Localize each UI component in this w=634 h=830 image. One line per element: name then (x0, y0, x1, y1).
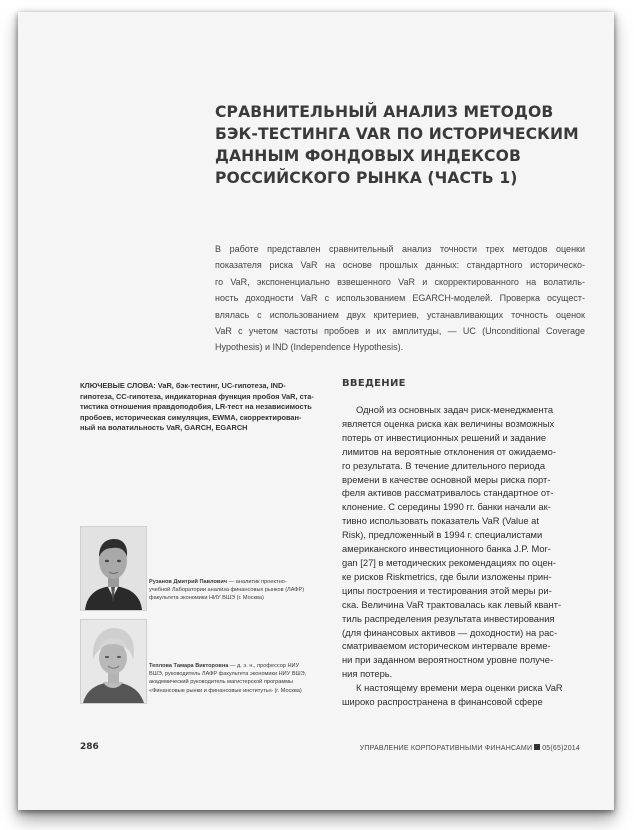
page-number: 286 (80, 742, 99, 752)
body-line: американского инвестиционного банка J.P. Mor- (342, 543, 551, 555)
title-line: РОССИЙСКОГО РЫНКА (ЧАСТЬ 1) (215, 169, 518, 187)
keywords-line: ный на волатильность VaR, GARCH, EGARCH (80, 423, 248, 433)
section-heading: ВВЕДЕНИЕ (342, 378, 406, 389)
title-line: СРАВНИТЕЛЬНЫЙ АНАЛИЗ МЕТОДОВ (215, 103, 554, 121)
body-line: ни при заданном вероятностном уровне получе- (342, 654, 554, 666)
abstract-line: показателя риска VaR на основе прошлых данных: стандартного историческо- (215, 260, 585, 271)
author-line (149, 578, 339, 586)
body-line: времени в качестве основной меры риска порт- (342, 473, 551, 485)
author-line: учебной Лаборатории анализа финансовых рынков (ЛАФР) (149, 587, 305, 594)
author-line: ВШЭ, руководитель ЛАФР факультета экономики НИУ ВШЭ, (149, 671, 307, 678)
body-line: Одной из основных задач риск-менеджмента (356, 404, 554, 415)
author-photo-teplova (80, 619, 147, 704)
body-line: потерь от инвестиционных решений и задание (342, 431, 547, 443)
body-line: является оценка риска как величины возможных (342, 417, 555, 429)
body-line: феля активов рассматривалось стандартное от- (342, 487, 554, 499)
issue-number: 05(65)2014 (542, 745, 580, 752)
author-line: факультета экономики НИУ ВШЭ (г. Москва) (149, 595, 264, 602)
keywords-line: КЛЮЧЕВЫЕ СЛОВА: VaR, бэк-тестинг, UC-гипотеза, IND- (80, 381, 286, 390)
abstract-line: В работе представлен сравнительный анализ точности трех методов оценки (215, 244, 585, 254)
title-line: БЭК-ТЕСТИНГА VAR ПО ИСТОРИЧЕСКИМ (215, 125, 579, 143)
body-line: лимитов на вероятные отклонения от ожидаемо- (342, 445, 556, 457)
body-line: ска. Величина VaR трактовалась как левый квант- (342, 598, 562, 610)
author-name: Рузанов Дмитрий Павлович (149, 579, 228, 585)
author-line: академический руководитель магистерской программы (149, 679, 294, 686)
journal-name: УПРАВЛЕНИЕ КОРПОРАТИВНЫМИ ФИНАНСАМИ (359, 745, 533, 752)
author-line (149, 662, 339, 670)
author-affiliation: — д. э. н., профессор НИУ (229, 663, 300, 669)
square-separator-icon (534, 744, 540, 750)
abstract-line: Hypothesis) и IND (Independence Hypothesis). (215, 342, 404, 353)
abstract (215, 241, 585, 356)
title-line: ДАННЫМ ФОНДОВЫХ ИНДЕКСОВ (215, 147, 521, 165)
body-line: тиль распределения результата инвестирования (342, 612, 555, 624)
author-line: «Финансовые рынки и финансовые институты» (г. Москва) (149, 687, 302, 694)
author-info-ruzanov (149, 578, 339, 603)
abstract-line: ность доходности VaR с использованием EGARCH-моделей. Проверка осущест- (215, 293, 585, 304)
body-line: (для финансовых активов — доходности) на рас- (342, 626, 558, 638)
body-line: широко распространена в финансовой сфере (342, 696, 543, 708)
keywords-line: тистика отношения правдоподобия, LR-тест на независимость (80, 402, 312, 412)
author-name: Теплова Тамара Викторовна (149, 663, 229, 669)
body-line: клонение. С середины 1990 гг. банки начали ак- (342, 501, 551, 513)
body-line: К настоящему времени мера оценки риска VaR (356, 682, 563, 694)
abstract-line: VaR с учетом частоты пробоев и их амплитуды, — UC (Unconditional Coverage (215, 326, 585, 337)
abstract-line: влялась с использованием двух критериев, устанавливающих точность оценок (215, 309, 585, 320)
body-line: го результата. В течение длительного периода (342, 459, 546, 471)
body-line: gan [27] в методических рекомендациях по оцен- (342, 556, 556, 568)
intro-body (342, 403, 588, 709)
body-line: Risk), предложенный в 1994 г. специалистами (342, 529, 543, 541)
body-line: ке рисков Riskmetrics, где были изложены прин- (342, 570, 552, 582)
keywords-line: гипотеза, CC-гипотеза, индикаторная функция пробоя VaR, ста- (80, 391, 314, 401)
body-line: ципы построения и тестирования этой меры ри- (342, 584, 552, 596)
author-info-teplova (149, 662, 339, 695)
author-photo-ruzanov (80, 526, 147, 611)
keywords (80, 381, 320, 434)
abstract-line: го VaR, экспоненциально взвешенного VaR и скорректированного на волатиль- (215, 276, 585, 287)
body-line: ния потерь. (342, 668, 393, 680)
keywords-line: пробоев, историческая симуляция, EWMA, скорректирован- (80, 412, 302, 422)
body-line: сматриваемом историческом интервале време- (342, 640, 551, 652)
running-footer (360, 744, 580, 752)
article-title (215, 101, 579, 189)
body-line: тивно использовать показатель VaR (Value at (342, 515, 539, 527)
author-affiliation: — аналитик проектно- (228, 579, 287, 585)
